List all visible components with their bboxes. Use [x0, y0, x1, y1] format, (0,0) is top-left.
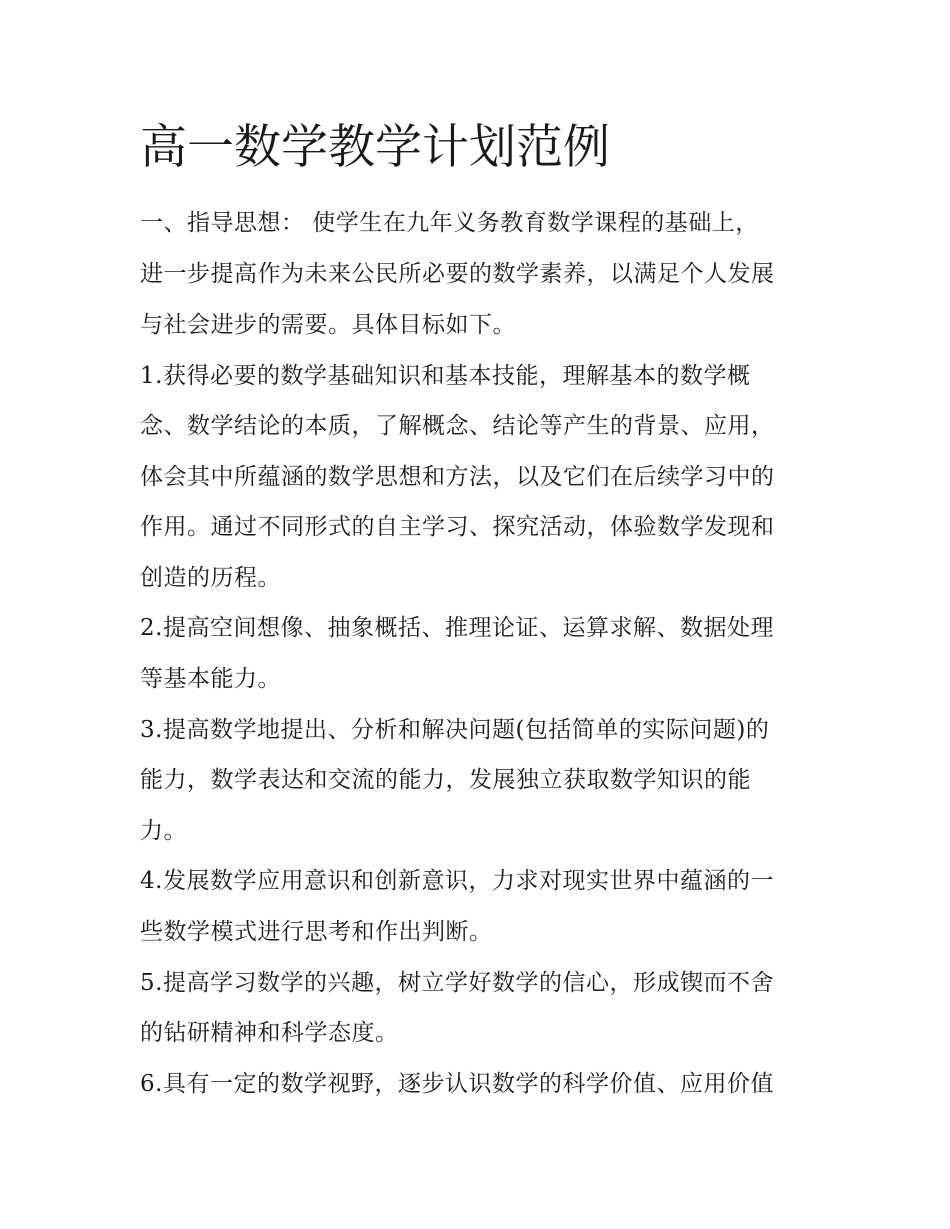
- text-line: 能力，数学表达和交流的能力，发展独立获取数学知识的能: [140, 767, 751, 793]
- text-line: 一、指导思想： 使学生在九年义务教育数学课程的基础上，: [140, 210, 759, 236]
- text-line: 作用。通过不同形式的自主学习、探究活动，体验数学发现和: [140, 514, 775, 540]
- text-line: 4.发展数学应用意识和创新意识，力求对现实世界中蕴涵的一: [140, 868, 774, 894]
- text-line: 的钻研精神和科学态度。: [140, 1020, 399, 1046]
- text-line: 体会其中所蕴涵的数学思想和方法，以及它们在后续学习中的: [140, 464, 775, 490]
- text-line: 进一步提高作为未来公民所必要的数学素养，以满足个人发展: [140, 261, 775, 287]
- text-line: 等基本能力。: [140, 666, 281, 692]
- text-line: 6.具有一定的数学视野，逐步认识数学的科学价值、应用价值: [140, 1071, 774, 1097]
- text-line: 创造的历程。: [140, 565, 281, 591]
- text-line: 2.提高空间想像、抽象概括、推理论证、运算求解、数据处理: [140, 615, 774, 641]
- text-line: 些数学模式进行思考和作出判断。: [140, 919, 493, 945]
- text-line: 力。: [140, 818, 187, 844]
- text-line: 5.提高学习数学的兴趣，树立学好数学的信心，形成锲而不舍: [140, 970, 774, 996]
- text-line: 与社会进步的需要。具体目标如下。: [140, 312, 516, 338]
- text-line: 3.提高数学地提出、分析和解决问题(包括简单的实际问题)的: [140, 717, 770, 743]
- document-title: 高一数学教学计划范例: [140, 120, 610, 175]
- text-line: 念、数学结论的本质，了解概念、结论等产生的背景、应用，: [140, 413, 775, 439]
- text-line: 1.获得必要的数学基础知识和基本技能，理解基本的数学概: [140, 363, 751, 389]
